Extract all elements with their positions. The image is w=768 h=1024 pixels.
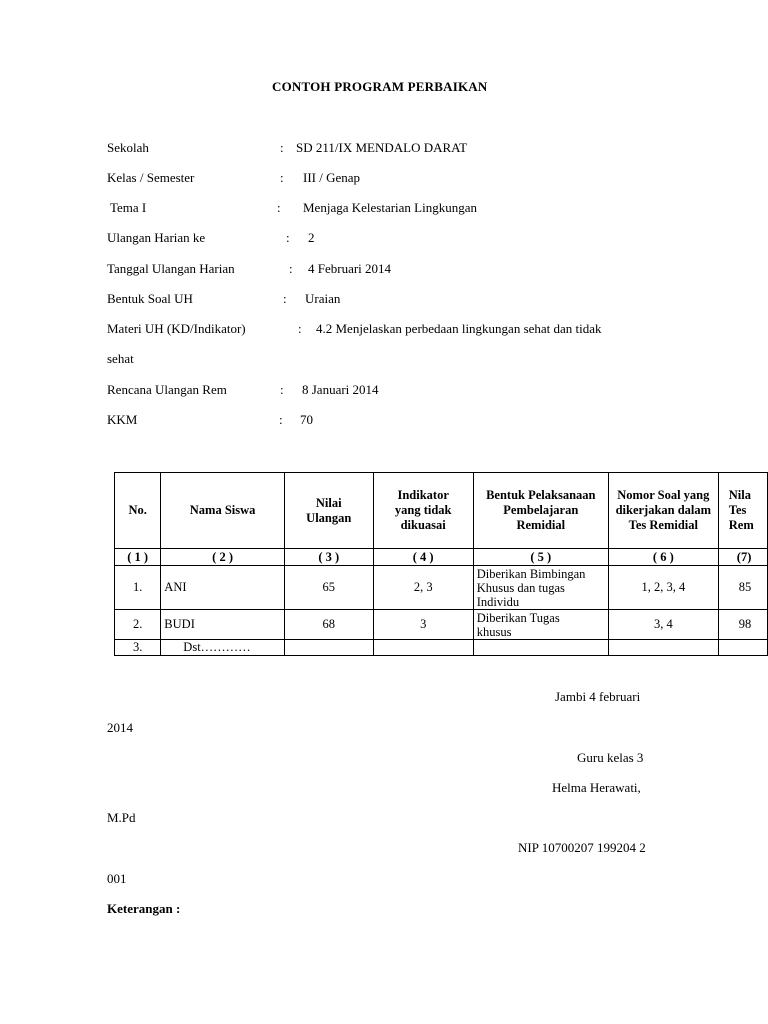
info-value-kelas: III / Genap [303,170,361,185]
cell-nilai: 65 [284,566,373,610]
table-number-row [115,549,768,566]
header-nama-siswa: Nama Siswa [161,473,285,549]
signature-place-date: Jambi 4 februari [555,689,641,704]
signature-nip-cont: 001 [107,871,127,886]
info-colon: : [280,382,284,397]
info-colon: : [283,291,287,306]
cell-nilai: 68 [284,610,373,640]
colnum: ( 3 ) [284,549,373,566]
signature-name: Helma Herawati, [552,780,641,795]
cell-indikator: 2, 3 [373,566,473,610]
info-colon: : [279,412,283,427]
info-value-materi-cont: sehat [107,351,134,366]
cell-indikator: 3 [373,610,473,640]
cell-nama: ANI [161,566,285,610]
info-value-rencana: 8 Januari 2014 [302,382,379,397]
table-header-row [115,473,768,549]
header-bentuk-pelaksanaan: Bentuk Pelaksanaan Pembelajaran Remidial [473,473,608,549]
info-value-materi: 4.2 Menjelaskan perbedaan lingkungan sehat dan tidak [316,321,602,336]
cell-bentuk [473,640,608,656]
colnum: ( 1 ) [115,549,161,566]
info-colon: : [298,321,302,336]
info-colon: : [286,230,290,245]
cell-nilai-tes: 85 [718,566,767,610]
info-colon: : [289,261,293,276]
info-value-tema: Menjaga Kelestarian Lingkungan [303,200,477,215]
info-label-materi: Materi UH (KD/Indikator) [107,321,246,336]
cell-no: 2. [115,610,161,640]
info-value-tanggal: 4 Februari 2014 [308,261,392,276]
header-nilai-tes: Nila Tes Rem [718,473,767,549]
info-label-kkm: KKM [107,412,138,427]
cell-nomor-soal: 3, 4 [608,610,718,640]
cell-nilai-tes: 98 [718,610,767,640]
cell-nilai [284,640,373,656]
cell-nomor-soal: 1, 2, 3, 4 [608,566,718,610]
info-value-kkm: 70 [300,412,313,427]
cell-nomor-soal [608,640,718,656]
cell-nama: BUDI [161,610,285,640]
cell-no: 3. [115,640,161,656]
info-value-bentuk: Uraian [305,291,341,306]
header-nomor-soal: Nomor Soal yang dikerjakan dalam Tes Remidial [608,473,718,549]
colnum: ( 2 ) [161,549,285,566]
info-value-sekolah: SD 211/IX MENDALO DARAT [296,140,468,155]
cell-indikator [373,640,473,656]
header-indikator: Indikator yang tidak dikuasai [373,473,473,549]
info-label-tema: Tema I [110,200,147,215]
signature-year: 2014 [107,720,133,735]
cell-nama: Dst………… [161,640,285,656]
info-label-rencana: Rencana Ulangan Rem [107,382,227,397]
cell-nilai-tes [718,640,767,656]
colnum: ( 4 ) [373,549,473,566]
info-label-kelas: Kelas / Semester [107,170,195,185]
signature-role: Guru kelas 3 [577,750,644,765]
info-colon: : [280,140,284,155]
info-colon: : [277,200,281,215]
table-row [115,610,768,640]
header-nilai-ulangan: Nilai Ulangan [284,473,373,549]
info-label-tanggal: Tanggal Ulangan Harian [107,261,235,276]
colnum: ( 5 ) [473,549,608,566]
remedial-table [114,472,768,656]
table-row [115,566,768,610]
cell-bentuk: Diberikan Bimbingan Khusus dan tugas Individu [473,566,608,610]
cell-bentuk: Diberikan Tugas khusus [473,610,608,640]
colnum: ( 6 ) [608,549,718,566]
colnum: (7) [718,549,767,566]
info-value-ulangan: 2 [308,230,315,245]
header-no: No. [115,473,161,549]
signature-degree: M.Pd [107,810,136,825]
cell-no: 1. [115,566,161,610]
info-label-sekolah: Sekolah [107,140,149,155]
info-label-ulangan: Ulangan Harian ke [107,230,206,245]
keterangan-label: Keterangan : [107,901,181,916]
page-title: CONTOH PROGRAM PERBAIKAN [272,79,488,94]
signature-nip: NIP 10700207 199204 2 [518,840,646,855]
info-label-bentuk: Bentuk Soal UH [107,291,193,306]
table-row [115,640,768,656]
info-colon: : [280,170,284,185]
